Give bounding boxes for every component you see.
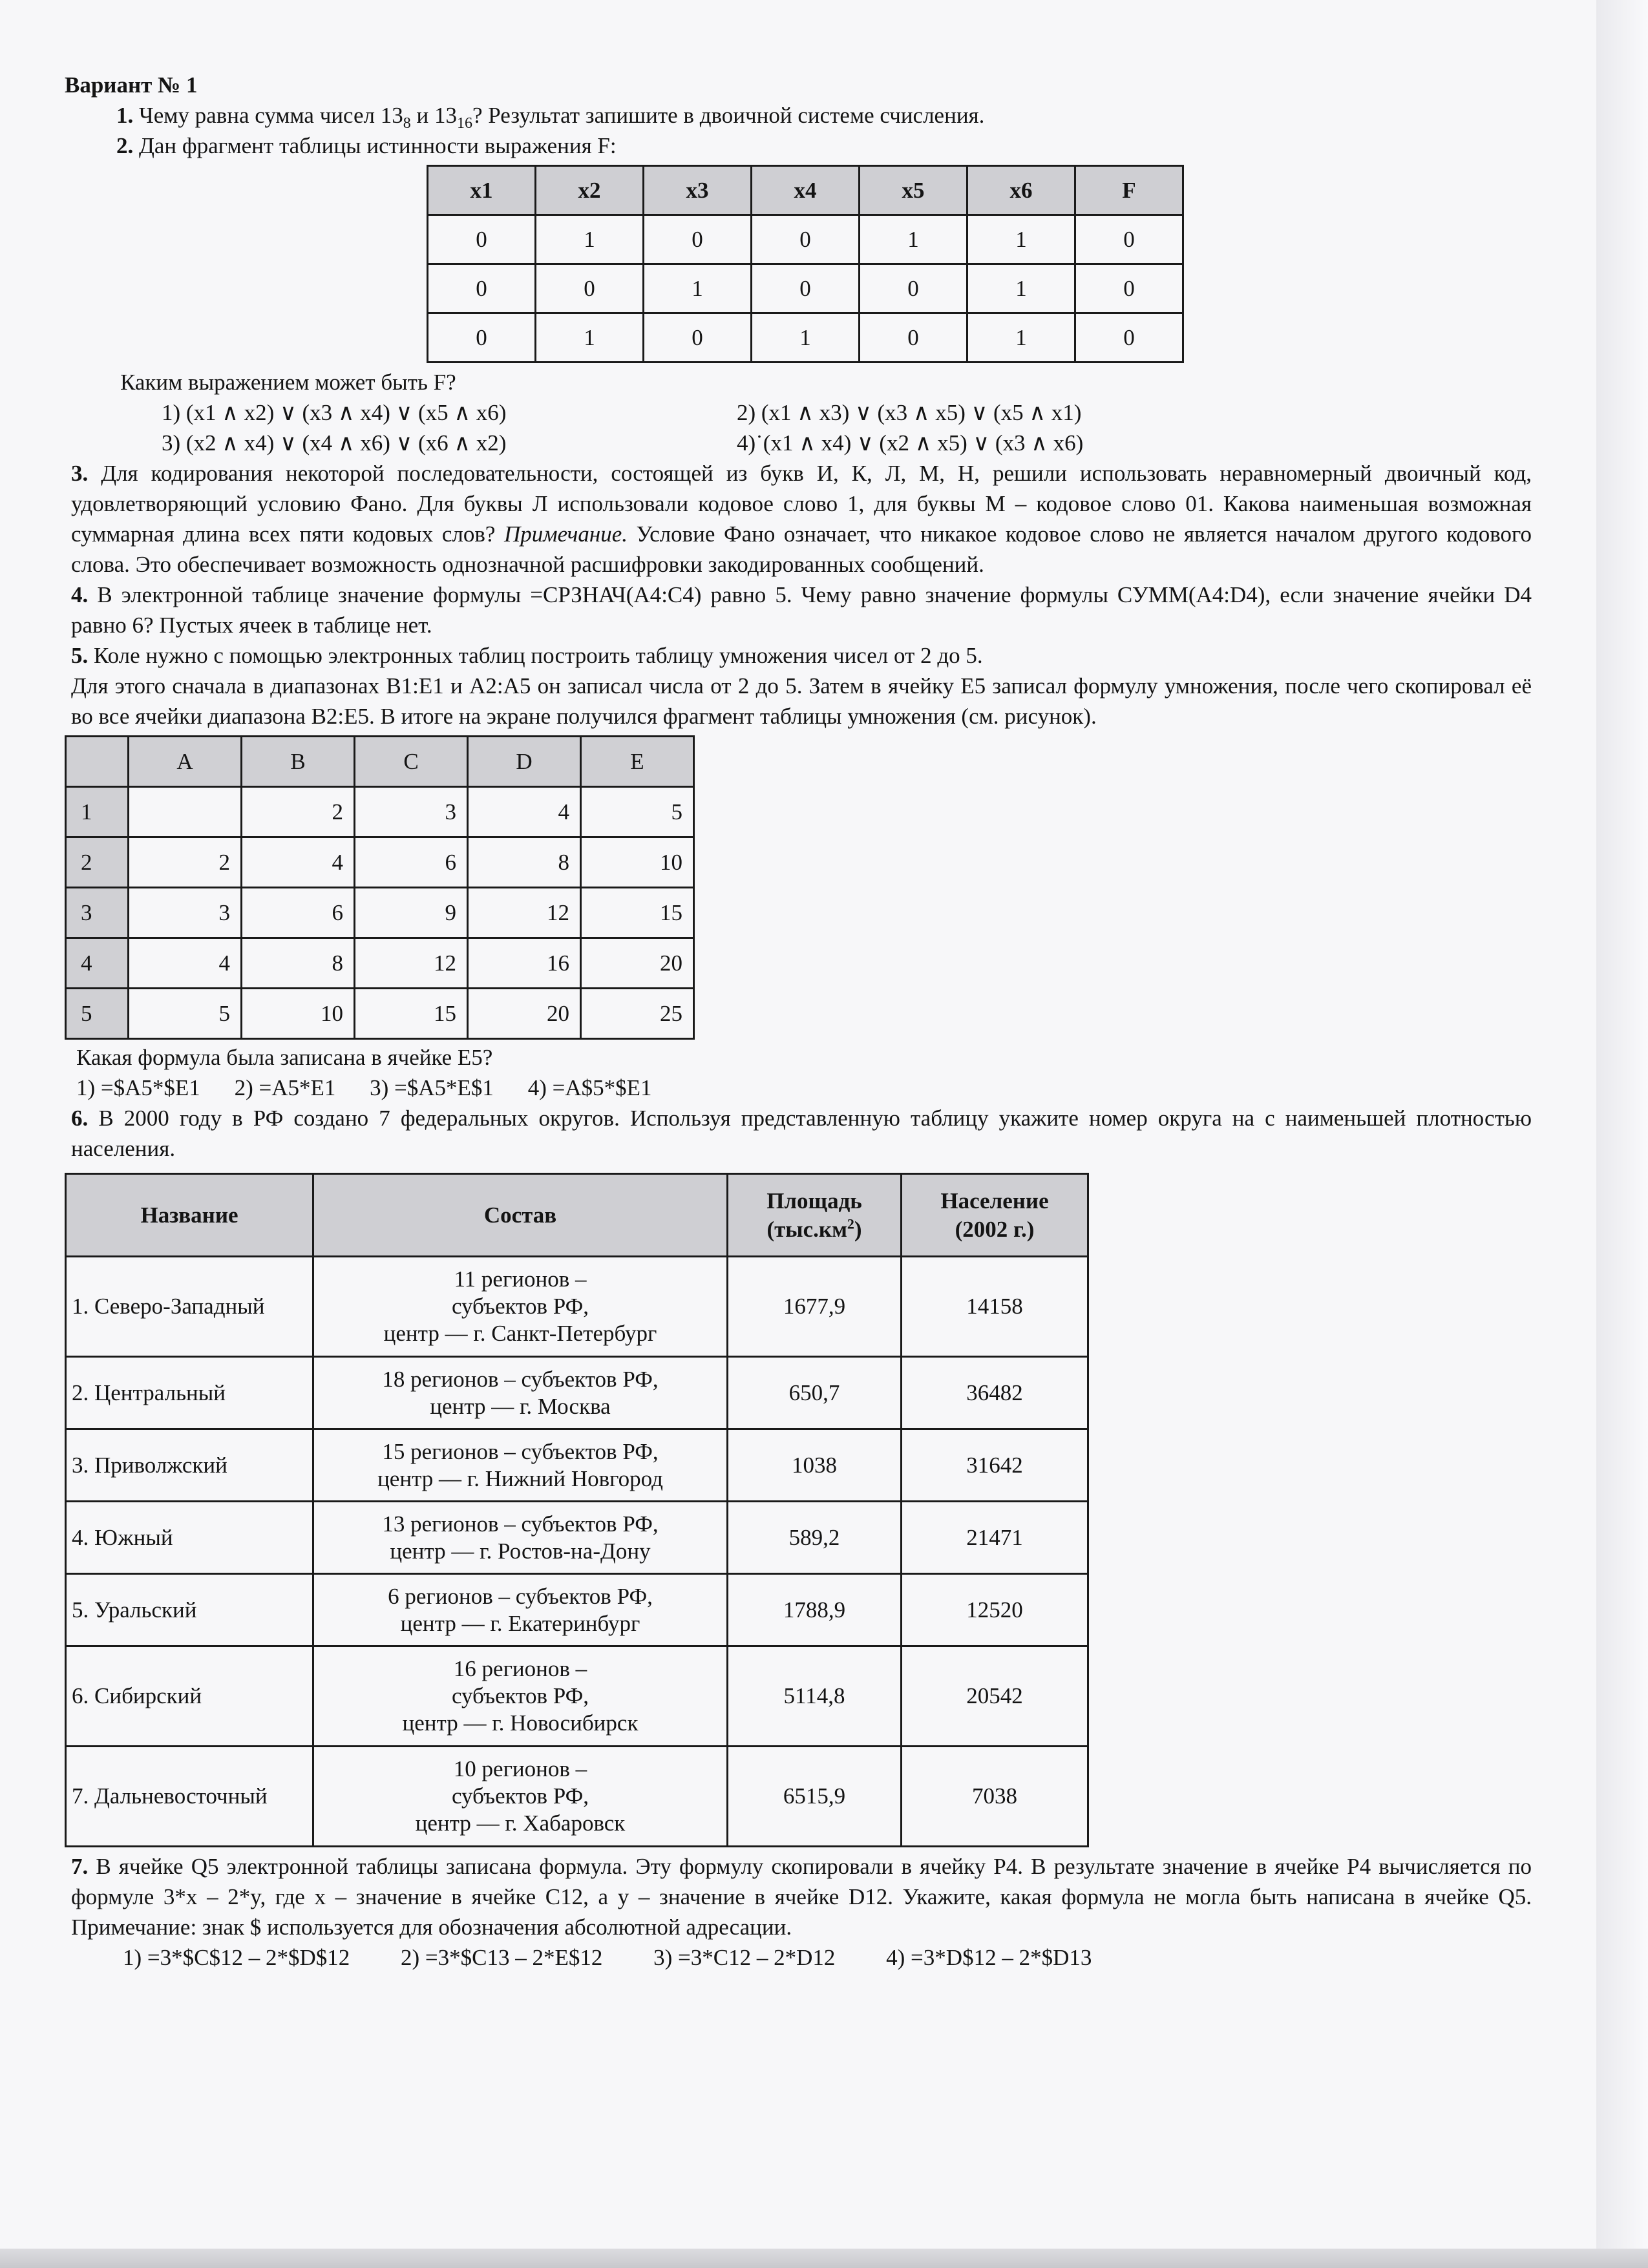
spreadsheet-cell: 6	[242, 888, 355, 938]
question-3-text-b: Условие Фано означает, что никакое кодовое слово не является началом другого кодового слова. Это обеспечивает возможность однозначной расшифровки закодированных сообщений.	[71, 521, 1532, 577]
district-population: 31642	[902, 1429, 1088, 1502]
spreadsheet-corner	[66, 737, 129, 787]
spreadsheet-cell: 20	[468, 989, 581, 1039]
spreadsheet-cell: 4	[129, 938, 242, 989]
spreadsheet-column-header	[66, 737, 694, 787]
district-area: 5114,8	[728, 1646, 902, 1747]
truth-table-cell: 1	[536, 215, 644, 264]
truth-table-header-cell: x5	[860, 166, 967, 215]
truth-table-cell: 0	[860, 313, 967, 362]
question-2-option-1: 1) (x1 ∧ x2) ∨ (x3 ∧ x4) ∨ (x5 ∧ x6)	[162, 400, 507, 425]
spreadsheet-cell: 15	[581, 888, 694, 938]
district-composition-line: субъектов РФ,	[451, 1294, 589, 1319]
header-area-close: )	[854, 1216, 862, 1242]
truth-table-cell: 0	[1075, 313, 1183, 362]
district-composition	[313, 1747, 728, 1847]
question-4	[65, 580, 1532, 640]
district-composition-line: центр — г. Новосибирск	[402, 1710, 639, 1736]
header-population	[902, 1174, 1088, 1257]
district-composition	[313, 1429, 728, 1502]
district-area: 1788,9	[728, 1574, 902, 1646]
truth-table-cell: 0	[536, 264, 644, 313]
district-population: 21471	[902, 1502, 1088, 1574]
question-6-text: В 2000 году в РФ создано 7 федеральных округов. Используя представленную таблицу укажите номер округа на с наименьшей плотностью населения.	[71, 1106, 1532, 1161]
question-4-text: В электронной таблице значение формулы =СРЗНАЧ(A4:C4) равно 5. Чему равно значение формулы СУММ(A4:D4), если значение ячейки D4 равно 6? Пустых ячеек в таблице нет.	[71, 582, 1532, 638]
district-composition-line: субъектов РФ,	[451, 1783, 589, 1809]
truth-table-cell: 0	[428, 215, 536, 264]
spreadsheet-cell: 2	[129, 837, 242, 888]
spreadsheet-cell: 5	[129, 989, 242, 1039]
district-area: 589,2	[728, 1502, 902, 1574]
district-composition	[313, 1646, 728, 1747]
question-5	[65, 640, 1532, 671]
spreadsheet-cell	[129, 787, 242, 837]
scan-edge	[1596, 0, 1648, 2268]
district-composition	[313, 1257, 728, 1357]
spreadsheet-cell: 4	[242, 837, 355, 888]
question-5-answer-3: 3) =$A5*E$1	[370, 1075, 494, 1100]
truth-table	[427, 165, 1184, 363]
district-population: 36482	[902, 1357, 1088, 1429]
district-name: 7. Дальневосточный	[66, 1747, 313, 1847]
question-6-number: 6.	[71, 1106, 89, 1131]
variant-title: Вариант № 1	[65, 72, 198, 98]
question-4-number: 4.	[71, 582, 89, 607]
question-2-options-row-2	[65, 428, 1532, 458]
district-composition-line: центр — г. Санкт-Петербург	[383, 1321, 657, 1346]
district-composition-line: центр — г. Нижний Новгород	[377, 1465, 663, 1491]
spreadsheet-cell: 16	[468, 938, 581, 989]
question-5-text-2: Для этого сначала в диапазонах B1:E1 и A2:A5 он записал числа от 2 до 5. Затем в ячейку E5 записал формулу умножения, после чего скопировал её во все ячейки диапазона B2:E5. В итоге на экране получился фрагмент таблицы умножения (см. рисунок).	[71, 673, 1532, 729]
question-7	[65, 1851, 1532, 1942]
spreadsheet-cell: 9	[355, 888, 468, 938]
question-7-answer-2: 2) =3*$C13 – 2*E$12	[401, 1945, 603, 1970]
district-composition-line: центр — г. Екатеринбург	[400, 1610, 640, 1636]
header-area-line-1: Площадь	[766, 1188, 862, 1213]
scan-bottom-strip	[0, 2249, 1648, 2268]
spreadsheet-cell: 15	[355, 989, 468, 1039]
question-7-answer-3: 3) =3*C12 – 2*D12	[653, 1945, 836, 1970]
district-population: 20542	[902, 1646, 1088, 1747]
question-2-prompt: Каким выражением может быть F?	[120, 370, 456, 395]
truth-table-header-cell: x4	[752, 166, 860, 215]
truth-table-cell: 1	[536, 313, 644, 362]
question-2-option-3: 3) (x2 ∧ x4) ∨ (x4 ∧ x6) ∨ (x6 ∧ x2)	[162, 430, 507, 456]
question-5-answer-1: 1) =$A5*$E1	[76, 1075, 200, 1100]
spreadsheet-row-label: 3	[66, 888, 129, 938]
district-population: 7038	[902, 1747, 1088, 1847]
question-3	[65, 458, 1532, 580]
question-2-number: 2.	[116, 133, 134, 158]
header-name: Название	[66, 1174, 313, 1257]
spreadsheet-cell: 25	[581, 989, 694, 1039]
truth-table-row	[428, 313, 1183, 362]
truth-table-cell: 0	[860, 264, 967, 313]
truth-table-header-cell: x6	[967, 166, 1075, 215]
district-row	[66, 1646, 1088, 1747]
district-row	[66, 1429, 1088, 1502]
district-composition-line: центр — г. Хабаровск	[415, 1811, 626, 1836]
spreadsheet-row-label: 5	[66, 989, 129, 1039]
spreadsheet-cell: 6	[355, 837, 468, 888]
spreadsheet-row	[66, 938, 694, 989]
spreadsheet-cell: 10	[242, 989, 355, 1039]
district-composition-line: центр — г. Ростов-на-Дону	[390, 1538, 651, 1564]
spreadsheet-cell: 8	[242, 938, 355, 989]
district-name: 4. Южный	[66, 1502, 313, 1574]
question-7-number: 7.	[71, 1854, 89, 1879]
spreadsheet-column-label: B	[242, 737, 355, 787]
truth-table-cell: 0	[1075, 264, 1183, 313]
multiplication-spreadsheet	[65, 735, 695, 1040]
district-composition	[313, 1357, 728, 1429]
district-composition-line: 6 регионов – субъектов РФ,	[388, 1583, 653, 1609]
district-row	[66, 1502, 1088, 1574]
district-composition	[313, 1574, 728, 1646]
district-composition-line: 13 регионов – субъектов РФ,	[382, 1511, 659, 1537]
spreadsheet-column-label: D	[468, 737, 581, 787]
question-3-text-a: Для кодирования некоторой последовательности, состоящей из букв И, К, Л, М, Н, решили использовать неравномерный двоичный код, удовлетворяющий условию Фано. Для буквы Л использовали кодовое слово 1, для буквы М – кодовое слово 01. Какова наименьшая возможная суммарная длина всех пяти кодовых слов?	[71, 461, 1532, 547]
district-composition-line: 16 регионов –	[453, 1656, 587, 1681]
district-row	[66, 1257, 1088, 1357]
question-2-option-4: 4)˙(x1 ∧ x4) ∨ (x2 ∧ x5) ∨ (x3 ∧ x6)	[737, 430, 1084, 456]
question-1-post: ? Результат запишите в двоичной системе счисления.	[472, 103, 985, 128]
header-area-sup: 2	[847, 1215, 854, 1232]
district-composition	[313, 1502, 728, 1574]
spreadsheet-column-label: A	[129, 737, 242, 787]
district-area: 1677,9	[728, 1257, 902, 1357]
truth-table-cell: 1	[752, 313, 860, 362]
header-area-line-2: (тыс.км	[766, 1216, 847, 1242]
truth-table-cell: 1	[967, 264, 1075, 313]
question-5-answers	[65, 1073, 1532, 1103]
district-composition-line: субъектов РФ,	[451, 1683, 589, 1708]
district-composition-line: центр — г. Москва	[430, 1393, 611, 1419]
question-5-prompt: Какая формула была записана в ячейке E5?	[76, 1045, 493, 1070]
question-1-base-1: 8	[403, 115, 411, 132]
question-3-note-label: Примечание.	[503, 521, 628, 547]
district-composition-line: 11 регионов –	[454, 1266, 587, 1292]
districts-header	[66, 1174, 1088, 1257]
header-population-line-1: Население	[940, 1188, 1049, 1213]
worksheet	[65, 70, 1532, 1973]
truth-table-cell: 0	[428, 313, 536, 362]
district-name: 5. Уральский	[66, 1574, 313, 1646]
district-area: 650,7	[728, 1357, 902, 1429]
question-1-mid: и 13	[410, 103, 457, 128]
question-2	[65, 131, 1532, 161]
question-3-number: 3.	[71, 461, 89, 486]
question-5-answer-4: 4) =A$5*$E1	[527, 1075, 652, 1100]
district-row	[66, 1747, 1088, 1847]
question-7-answer-1: 1) =3*$C$12 – 2*$D$12	[123, 1945, 350, 1970]
question-2-options-row-1	[65, 397, 1532, 428]
spreadsheet-row-label: 4	[66, 938, 129, 989]
federal-districts-table	[65, 1173, 1089, 1847]
district-name: 1. Северо-Западный	[66, 1257, 313, 1357]
truth-table-header-cell: x1	[428, 166, 536, 215]
district-name: 3. Приволжский	[66, 1429, 313, 1502]
district-name: 6. Сибирский	[66, 1646, 313, 1747]
truth-table-row	[428, 215, 1183, 264]
spreadsheet-cell: 10	[581, 837, 694, 888]
truth-table-cell: 0	[1075, 215, 1183, 264]
spreadsheet-cell: 20	[581, 938, 694, 989]
truth-table-header-cell: x2	[536, 166, 644, 215]
district-name: 2. Центральный	[66, 1357, 313, 1429]
truth-table-cell: 1	[644, 264, 752, 313]
spreadsheet-cell: 3	[355, 787, 468, 837]
truth-table-header-cell: F	[1075, 166, 1183, 215]
truth-table-cell: 0	[428, 264, 536, 313]
district-row	[66, 1357, 1088, 1429]
question-1-number: 1.	[116, 103, 134, 128]
question-7-answer-4: 4) =3*D$12 – 2*$D13	[886, 1945, 1092, 1970]
header-composition: Состав	[313, 1174, 728, 1257]
district-row	[66, 1574, 1088, 1646]
question-2-text: Дан фрагмент таблицы истинности выражения F:	[139, 133, 617, 158]
question-5-number: 5.	[71, 643, 89, 668]
spreadsheet-cell: 4	[468, 787, 581, 837]
spreadsheet-row-label: 1	[66, 787, 129, 837]
question-5-answer-2: 2) =A5*E1	[234, 1075, 336, 1100]
truth-table-cell: 1	[860, 215, 967, 264]
spreadsheet-row	[66, 888, 694, 938]
question-1-base-2: 16	[457, 115, 472, 132]
spreadsheet-column-label: C	[355, 737, 468, 787]
truth-table-cell: 0	[752, 264, 860, 313]
header-area	[728, 1174, 902, 1257]
question-1	[65, 100, 1532, 131]
spreadsheet-column-label: E	[581, 737, 694, 787]
truth-table-cell: 0	[752, 215, 860, 264]
question-6	[65, 1103, 1532, 1164]
district-population: 12520	[902, 1574, 1088, 1646]
truth-table-cell: 1	[967, 313, 1075, 362]
truth-table-header-cell: x3	[644, 166, 752, 215]
truth-table-cell: 1	[967, 215, 1075, 264]
spreadsheet-cell: 12	[355, 938, 468, 989]
district-area: 6515,9	[728, 1747, 902, 1847]
truth-table-cell: 0	[644, 215, 752, 264]
district-composition-line: 15 регионов – субъектов РФ,	[382, 1438, 659, 1464]
district-composition-line: 18 регионов – субъектов РФ,	[382, 1366, 659, 1392]
question-2-option-2: 2) (x1 ∧ x3) ∨ (x3 ∧ x5) ∨ (x5 ∧ x1)	[737, 400, 1082, 425]
spreadsheet-cell: 5	[581, 787, 694, 837]
question-7-answers	[65, 1942, 1532, 1973]
question-5-text-1: Коле нужно с помощью электронных таблиц построить таблицу умножения чисел от 2 до 5.	[94, 643, 983, 668]
truth-table-cell: 0	[644, 313, 752, 362]
spreadsheet-cell: 12	[468, 888, 581, 938]
truth-table-row	[428, 264, 1183, 313]
spreadsheet-cell: 3	[129, 888, 242, 938]
spreadsheet-row	[66, 989, 694, 1039]
spreadsheet-cell: 2	[242, 787, 355, 837]
spreadsheet-row-label: 2	[66, 837, 129, 888]
question-7-text: В ячейке Q5 электронной таблицы записана формула. Эту формулу скопировали в ячейку P4. В результате значение в ячейке P4 вычисляется по формуле 3*x – 2*y, где x – значение в ячейке C12, а y – значение в ячейке D12. Укажите, какая формула не могла быть написана в ячейке Q5. Примечание: знак $ используется для обозначения абсолютной адресации.	[71, 1854, 1532, 1940]
district-area: 1038	[728, 1429, 902, 1502]
truth-table-header	[428, 166, 1183, 215]
spreadsheet-row	[66, 837, 694, 888]
header-population-line-2: (2002 г.)	[955, 1216, 1035, 1242]
spreadsheet-row	[66, 787, 694, 837]
question-1-pre: Чему равна сумма чисел 13	[139, 103, 403, 128]
district-population: 14158	[902, 1257, 1088, 1357]
district-composition-line: 10 регионов –	[453, 1756, 587, 1781]
spreadsheet-cell: 8	[468, 837, 581, 888]
